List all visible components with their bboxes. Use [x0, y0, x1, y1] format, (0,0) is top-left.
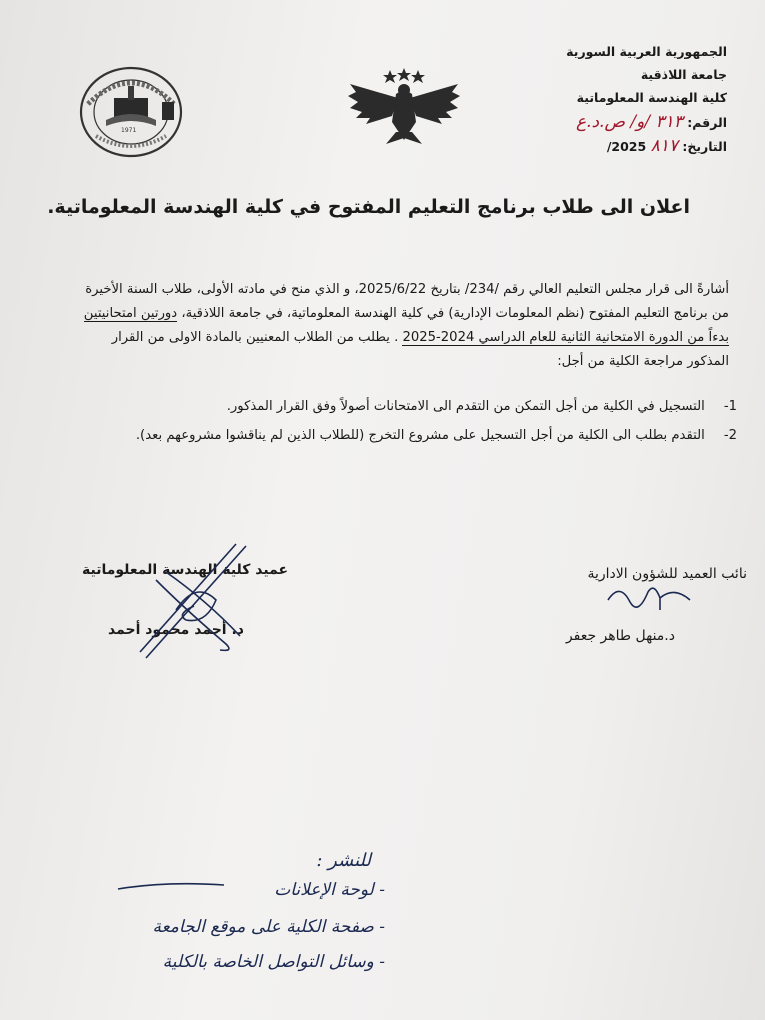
letterhead: [497, 40, 727, 109]
announcement-title: اعلان الى طلاب برنامج التعليم المفتوح في كلية الهندسة المعلوماتية.: [47, 196, 690, 218]
syria-eagle-emblem: [346, 66, 462, 146]
ref-number: ٣١٣ /و/ ص.د.ع: [575, 112, 683, 132]
item-text: التقدم بطلب الى الكلية من أجل التسجيل على مشروع التخرج (للطلاب الذين لم يناقشوا مشروعهم بعد).: [135, 428, 705, 443]
vice-dean-title: نائب العميد للشؤون الادارية: [587, 566, 747, 582]
body-line-2: من برنامج التعليم المفتوح (نظم المعلومات الإدارية) في كلية الهندسة المعلوماتية، في جامعة اللاذقية، دورتين امتحانيتين: [83, 306, 729, 321]
starting-session: بدءاً من الدورة الامتحانية الثانية للعام الدراسي 2024-2025: [402, 330, 729, 345]
dean-name: د. أحمد محمود أحمد: [108, 622, 244, 638]
two-exam-sessions: دورتين امتحانيتين: [83, 306, 178, 321]
list-item-1: [117, 399, 737, 414]
distribution-line-2: - صفحة الكلية على موقع الجامعة: [152, 917, 385, 937]
list-item-2: [117, 428, 737, 443]
body-line-4: المذكور مراجعة الكلية من أجل:: [557, 354, 729, 369]
item-number: 2-: [723, 428, 737, 443]
body-line-1: أشارةً الى قرار مجلس التعليم العالي رقم /234/ بتاريخ 2025/6/22، و الذي منح في مادته الأولى، طلاب السنة الأخيرة: [85, 282, 729, 297]
country-name: الجمهورية العربية السورية: [566, 44, 727, 59]
date-line: [497, 136, 727, 156]
distribution-underline: [116, 878, 226, 892]
date-year: /2025: [606, 139, 647, 154]
distribution-heading: للنشر :: [316, 850, 371, 871]
announcement-body: [34, 278, 729, 374]
date-number: ٨١٧: [650, 136, 678, 156]
faculty-name: كلية الهندسة المعلوماتية: [576, 90, 727, 105]
date-label: التاريخ:: [682, 139, 727, 154]
seal-year: 1971: [121, 127, 137, 134]
dean-signature: [136, 540, 266, 670]
faculty-seal-logo: [76, 64, 186, 160]
body-line-3: بدءاً من الدورة الامتحانية الثانية للعام الدراسي 2024-2025 . يطلب من الطلاب المعنيين بالمادة الاولى من القرار: [111, 330, 729, 345]
reference-line: [497, 112, 727, 132]
item-number: 1-: [723, 399, 737, 414]
university-name: جامعة اللاذقية: [640, 67, 727, 82]
vice-dean-signature: [600, 580, 700, 620]
distribution-line-3: - وسائل التواصل الخاصة بالكلية: [162, 952, 385, 972]
dean-title: عميد كلية الهندسة المعلوماتية: [82, 562, 289, 578]
ref-label: الرقم:: [687, 115, 727, 130]
item-text: التسجيل في الكلية من أجل التمكن من التقدم الى الامتحانات أصولاً وفق القرار المذكور.: [226, 399, 705, 414]
distribution-line-1: - لوحة الإعلانات: [274, 880, 385, 900]
vice-dean-name: د.منهل طاهر جعفر: [565, 628, 675, 644]
